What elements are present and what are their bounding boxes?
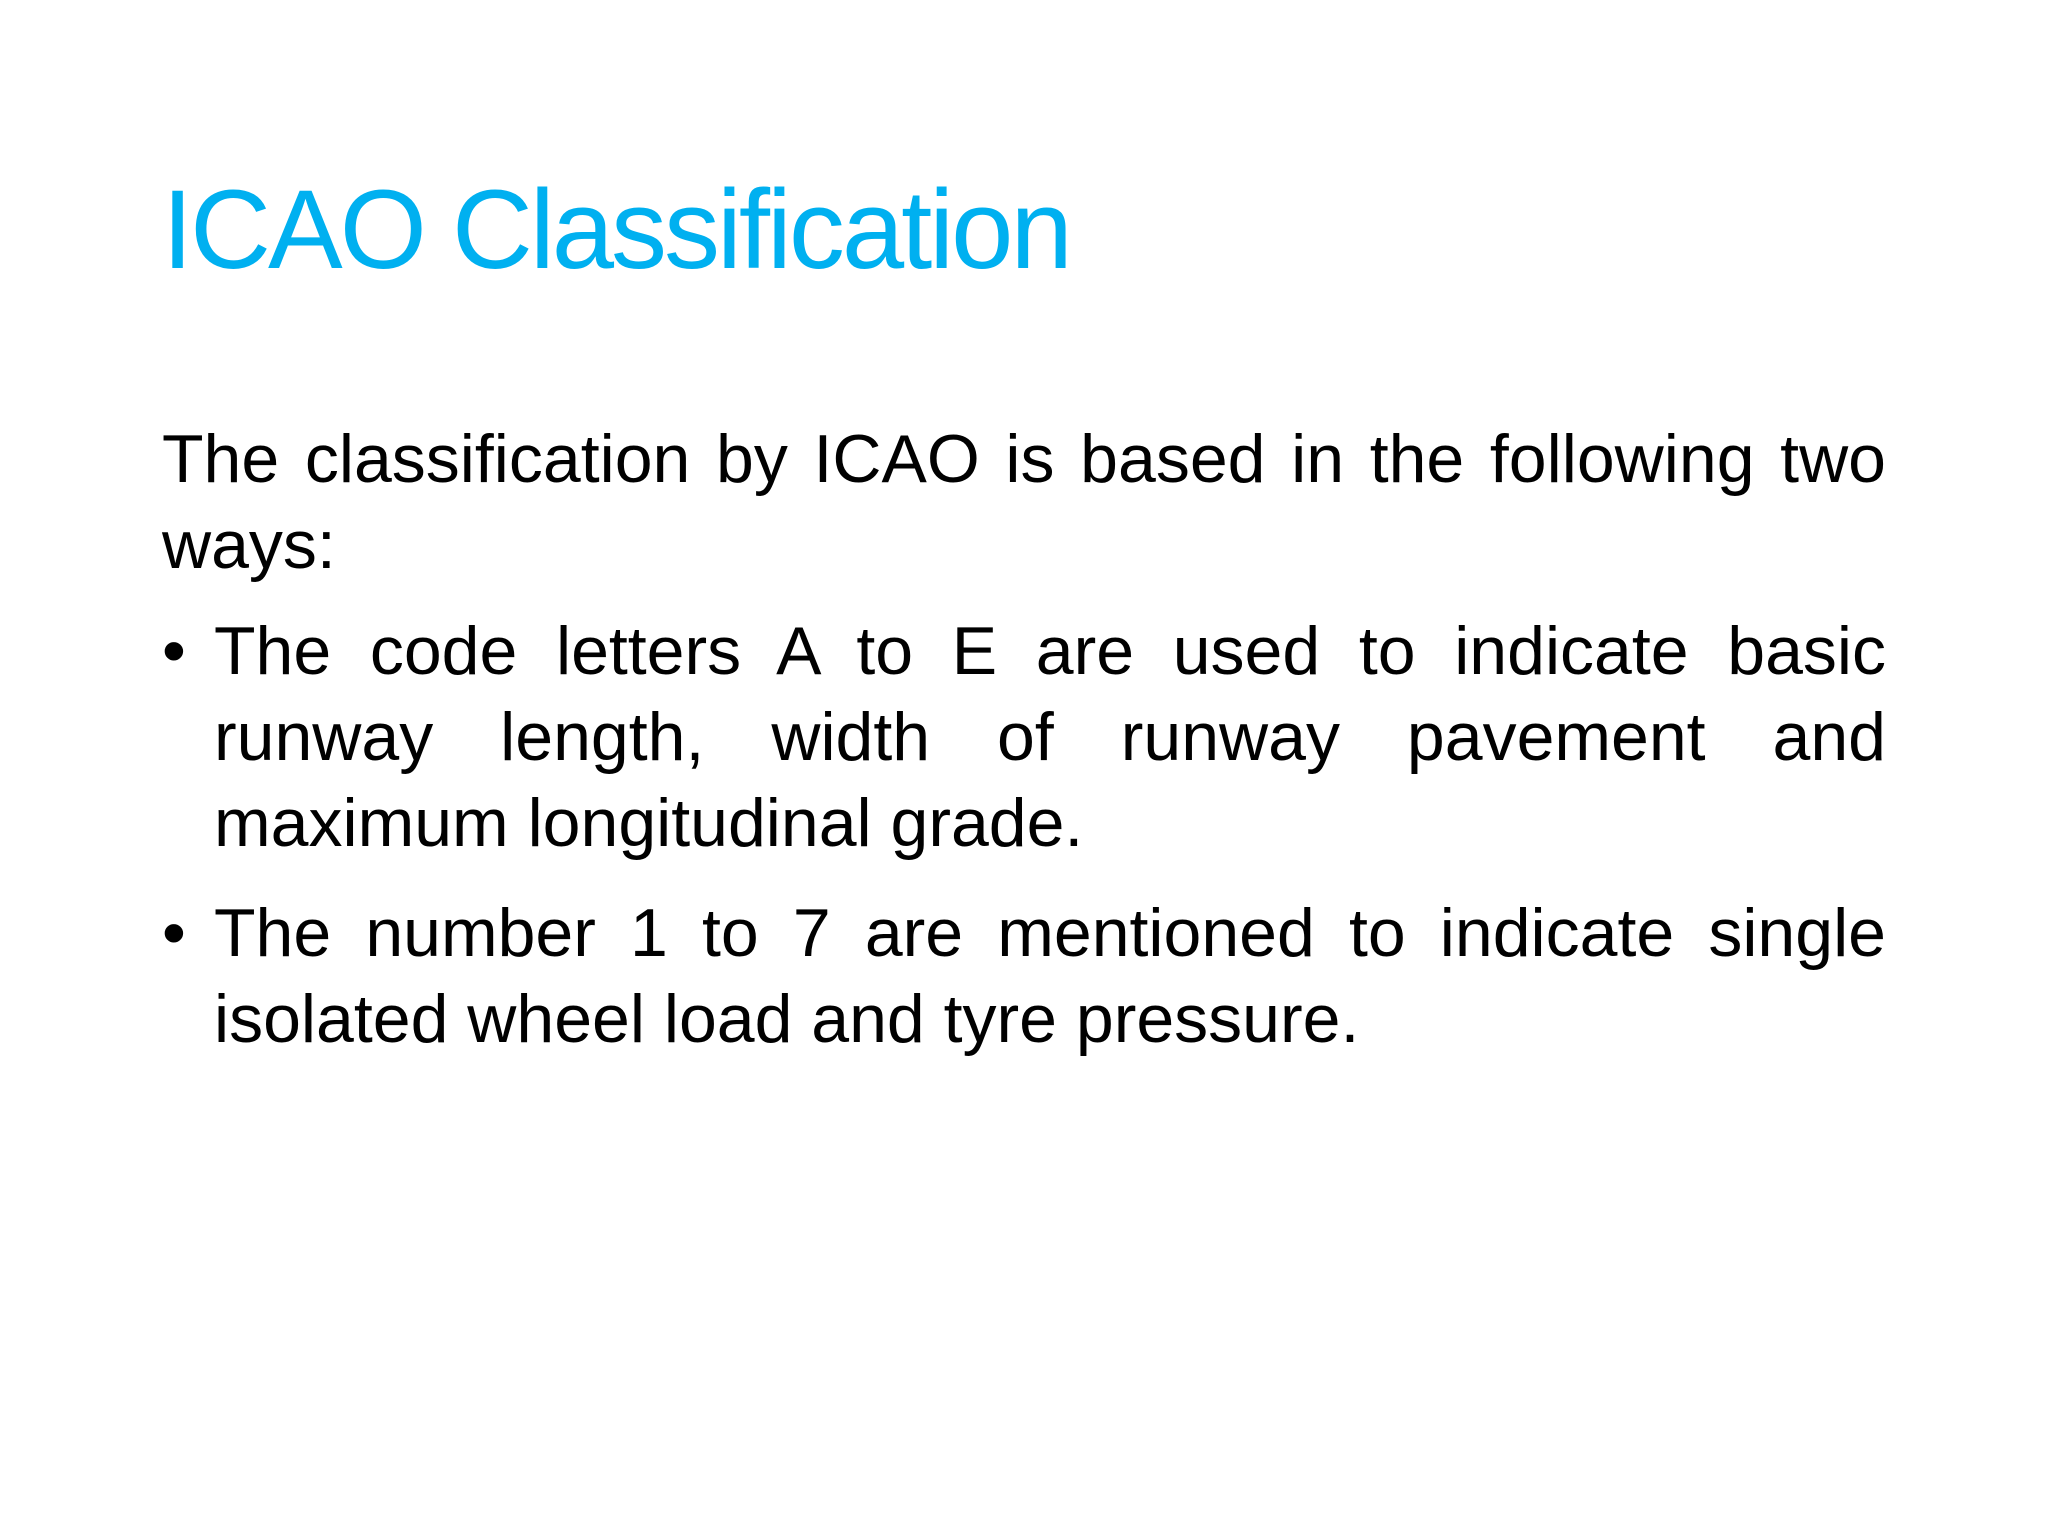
bullet-icon: • [162,895,186,971]
bullet-icon: • [162,613,186,689]
bullet-text: The code letters A to E are used to indicate basic runway length, width of runway pavement and maximum longitudinal grade. [214,613,1886,861]
bullet-item [162,608,1886,866]
bullet-item [162,890,1886,1062]
bullet-text: The number 1 to 7 are mentioned to indicate single isolated wheel load and tyre pressure. [214,895,1886,1057]
bullet-list [162,608,1886,1062]
slide-title: ICAO Classification [162,167,1070,292]
slide-body [162,416,1886,1086]
intro-paragraph: The classification by ICAO is based in the following two ways: [162,421,1886,583]
